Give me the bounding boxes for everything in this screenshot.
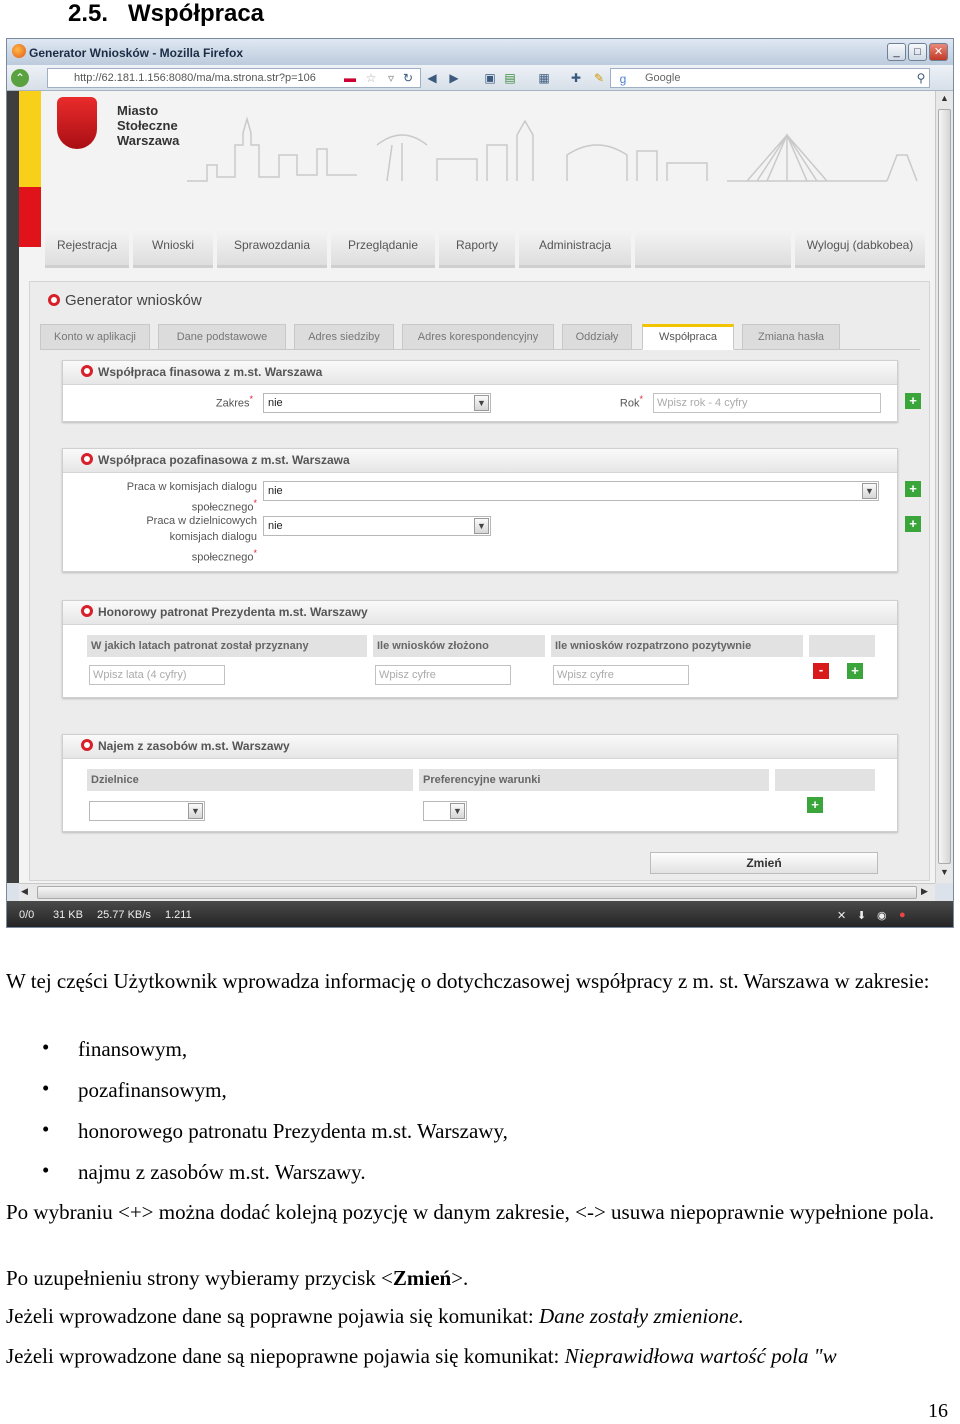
menu-item-sprawozdania[interactable]: Sprawozdania (217, 228, 327, 268)
add-financial-button[interactable]: + (905, 393, 921, 409)
patronage-approved-header: Ile wniosków rozpatrzono pozytywnie (551, 635, 803, 657)
list-item: • pozafinansowym, (42, 1076, 227, 1102)
flag-icon: ▬ (344, 71, 356, 85)
google-icon: g (619, 72, 627, 86)
reload-icon[interactable]: ↻ (402, 71, 414, 85)
bookmark-star-icon[interactable]: ☆ (365, 71, 377, 85)
patronage-approved-input[interactable]: Wpisz cyfre (553, 665, 689, 685)
search-icon[interactable]: ⚲ (916, 71, 926, 85)
status-time: 1.211 (165, 909, 192, 921)
add-komisje-button[interactable]: + (905, 481, 921, 497)
list-item: • najmu z zasobów m.st. Warszawy. (42, 1158, 366, 1184)
city-logo-text: Miasto Stołeczne Warszawa (117, 103, 180, 148)
page-viewport (7, 91, 935, 883)
remove-patronage-button[interactable]: - (813, 663, 829, 679)
lease-conditions-header: Preferencyjne warunki (419, 769, 769, 791)
bookmarks-icon[interactable]: ▣ (484, 71, 496, 85)
tab-bar (40, 324, 920, 350)
lease-districts-select[interactable] (89, 801, 205, 821)
zakres-label: Zakres* (215, 394, 253, 410)
download-status-icon[interactable]: ⬇ (857, 910, 867, 922)
menu-item-administracja[interactable]: Administracja (519, 228, 631, 268)
chevron-down-icon: ▼ (862, 483, 877, 499)
lease-actions-header (775, 769, 875, 791)
panel-bullet-icon (48, 294, 60, 306)
back-history-icon[interactable]: ⌃ (11, 69, 29, 87)
lease-section-title: Najem z zasobów m.st. Warszawy (63, 735, 897, 759)
status-requests: 0/0 (19, 909, 35, 921)
add-dzielnicowe-button[interactable]: + (905, 516, 921, 532)
chevron-down-icon: ▼ (450, 803, 465, 819)
address-bar[interactable]: http://62.181.1.156:8080/ma/ma.strona.str?p=106 (47, 68, 421, 88)
komisje-dialogu-select[interactable]: nie ▼ (263, 481, 879, 501)
menu-item-wnioski[interactable]: Wnioski (133, 228, 213, 268)
tab-oddzialy[interactable]: Oddziały (562, 324, 632, 350)
add-lease-button[interactable]: + (807, 797, 823, 813)
grid-icon[interactable]: ▦ (538, 71, 550, 85)
scroll-left-icon[interactable]: ◀ (21, 886, 28, 896)
error-paragraph: Jeżeli wprowadzone dane są niepoprawne pojawia się komunikat: Nieprawidłowa wartość pola "w (6, 1344, 837, 1368)
patronage-submitted-input[interactable]: Wpisz cyfre (375, 665, 511, 685)
intro-paragraph: W tej części Użytkownik wprowadza informację o dotychczasowej współpracy z m. st. Warszawa w zakresie: (6, 969, 930, 993)
menu-item-rejestracja[interactable]: Rejestracja (45, 228, 129, 268)
patronage-years-input[interactable]: Wpisz lata (4 cyfry) (89, 665, 225, 685)
plus-minus-paragraph: Po wybraniu <+> można dodać kolejną pozycję w danym zakresie, <-> usuwa niepoprawnie wypełnione pola. (6, 1200, 935, 1224)
left-dark-strip (7, 91, 19, 883)
patronage-section-title: Honorowy patronat Prezydenta m.st. Warszawy (63, 601, 897, 625)
success-paragraph: Jeżeli wprowadzone dane są poprawne pojawia się komunikat: Dane zostały zmienione. (6, 1304, 744, 1328)
window-title: Generator Wniosków - Mozilla Firefox (29, 46, 244, 60)
add-patronage-button[interactable]: + (847, 663, 863, 679)
title-bar (7, 39, 953, 65)
patronage-years-header: W jakich latach patronat został przyznany (87, 635, 367, 657)
rok-label: Rok* (619, 394, 643, 410)
list-item: • finansowym, (42, 1035, 188, 1061)
yellow-stripe (19, 91, 41, 187)
section-heading (68, 0, 264, 28)
lease-districts-header: Dzielnice (87, 769, 413, 791)
page-number: 16 (928, 1400, 948, 1422)
back-icon[interactable]: ◀ (427, 71, 437, 85)
main-menu (45, 228, 925, 268)
tools-icon[interactable]: ✕ (837, 910, 847, 922)
status-size: 31 KB (53, 909, 83, 921)
patronage-submitted-header: Ile wniosków złożono (373, 635, 545, 657)
tab-zmiana-hasla[interactable]: Zmiana hasła (742, 324, 840, 350)
zmien-button[interactable]: Zmień (650, 852, 878, 874)
patronage-actions-header (809, 635, 875, 657)
tab-adres-korespondencyjny[interactable]: Adres korespondencyjny (402, 324, 554, 350)
zmien-paragraph: Po uzupełnieniu strony wybieramy przycisk <Zmień>. (6, 1266, 469, 1290)
browser-screenshot (6, 38, 954, 928)
menu-item-raporty[interactable]: Raporty (439, 228, 515, 268)
menu-item-przegladanie[interactable]: Przeglądanie (331, 228, 435, 268)
chevron-down-icon: ▼ (474, 395, 489, 411)
financial-section (62, 360, 917, 422)
warsaw-coat-of-arms-icon (57, 97, 97, 149)
nonfinancial-section-title: Współpraca pozafinasowa z m.st. Warszawa (63, 449, 897, 473)
section-number: 2.5. (68, 0, 109, 27)
panel-title: Generator wniosków (48, 292, 202, 309)
navigation-toolbar (7, 65, 953, 91)
adblock-icon[interactable]: ● (899, 909, 906, 921)
forward-icon[interactable]: ▶ (449, 71, 459, 85)
scroll-thumb[interactable] (938, 109, 951, 864)
nonfinancial-section (62, 448, 917, 572)
download-icon[interactable]: ▤ (504, 71, 516, 85)
patronage-section (62, 600, 898, 698)
skyline-graphic (187, 115, 927, 185)
addon-icon[interactable]: ◉ (877, 910, 887, 922)
generator-panel (29, 281, 930, 881)
zakres-select[interactable]: nie ▼ (263, 393, 491, 413)
minimize-icon[interactable]: _ (887, 43, 906, 61)
tab-konto[interactable]: Konto w aplikacji (40, 324, 150, 350)
status-bar (7, 901, 953, 928)
firefox-icon (12, 44, 26, 58)
lease-conditions-select[interactable] (423, 801, 467, 821)
chevron-down-icon: ▼ (188, 803, 203, 819)
komisje-dzielnicowe-select[interactable]: nie ▼ (263, 516, 491, 536)
tab-wspolpraca[interactable]: Współpraca (642, 324, 734, 350)
pencil-icon[interactable]: ✎ (593, 71, 605, 85)
financial-section-title: Współpraca finasowa z m.st. Warszawa (63, 361, 897, 385)
red-stripe (19, 187, 41, 247)
status-speed: 25.77 KB/s (97, 909, 151, 921)
menu-item-logout[interactable]: Wyloguj (dabkobea) (795, 228, 925, 268)
chevron-down-icon: ▼ (474, 518, 489, 534)
vertical-scrollbar[interactable] (935, 91, 953, 883)
add-tab-icon[interactable]: ✚ (570, 71, 582, 85)
horizontal-scrollbar[interactable] (19, 883, 935, 901)
maximize-icon[interactable]: □ (908, 43, 927, 61)
scroll-thumb-horizontal[interactable] (37, 886, 917, 899)
komisje-dialogu-label: Praca w komisjach dialogu społecznego* (126, 481, 257, 514)
scroll-down-icon[interactable]: ▼ (940, 867, 949, 877)
section-title: Współpraca (128, 0, 265, 27)
tab-dane-podstawowe[interactable]: Dane podstawowe (158, 324, 286, 350)
scroll-up-icon[interactable]: ▲ (940, 93, 949, 103)
menu-item-empty (635, 228, 791, 268)
dropdown-icon[interactable]: ▿ (387, 71, 395, 85)
rok-input[interactable]: Wpisz rok - 4 cyfry (653, 393, 881, 413)
komisje-dzielnicowe-label: Praca w dzielnicowych komisjach dialogu społecznego* (146, 515, 257, 564)
search-input[interactable]: Google (610, 68, 930, 88)
lease-section (62, 734, 898, 832)
list-item: • honorowego patronatu Prezydenta m.st. Warszawy, (42, 1117, 508, 1143)
close-icon[interactable]: ✕ (929, 43, 948, 61)
tab-adres-siedziby[interactable]: Adres siedziby (294, 324, 394, 350)
scroll-right-icon[interactable]: ▶ (921, 886, 928, 896)
